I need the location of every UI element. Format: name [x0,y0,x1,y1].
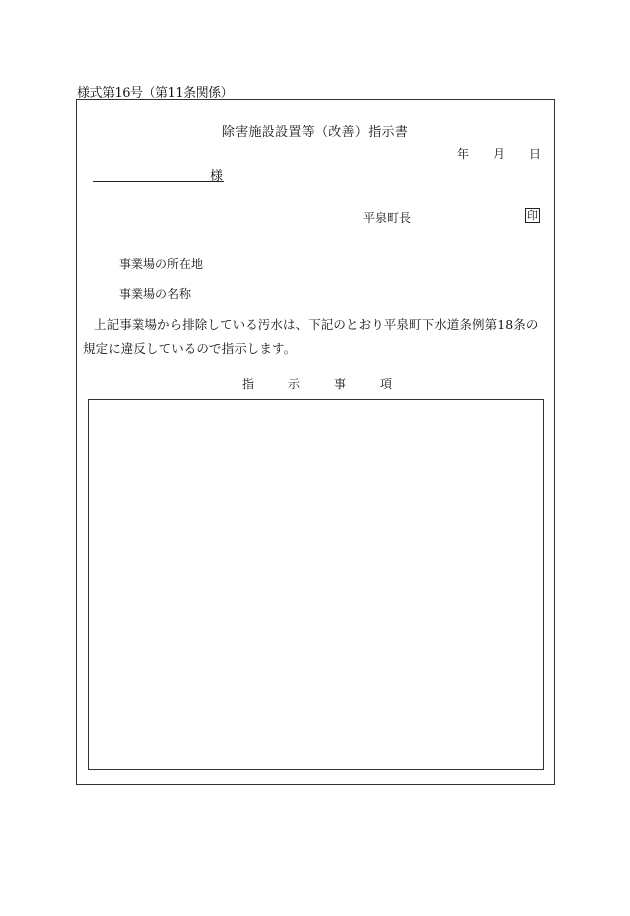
items-heading-char-4: 項 [380,377,393,391]
form-number-label: 様式第16号（第11条関係） [77,86,234,101]
date-month-label: 月 [493,147,506,161]
date-day-label: 日 [529,147,542,161]
items-heading-char-1: 指 [242,377,255,391]
date-year-label: 年 [457,147,470,161]
business-name-label: 事業場の名称 [119,287,192,301]
seal-mark: 印 [527,209,538,222]
addressee-honorific: 様 [210,169,224,184]
addressee-underline [93,181,224,182]
items-heading-char-2: 示 [288,377,301,391]
instruction-items-box [88,399,544,770]
business-location-label: 事業場の所在地 [119,257,204,271]
document-title: 除害施設設置等（改善）指示書 [221,125,409,140]
instruction-statement: 上記事業場から排除している汚水は、下記のとおり平泉町下水道条例第18条の規定に違反しているので指示します。 [83,317,539,356]
items-heading-char-3: 事 [334,377,347,391]
issuer-name: 平泉町長 [363,211,412,225]
